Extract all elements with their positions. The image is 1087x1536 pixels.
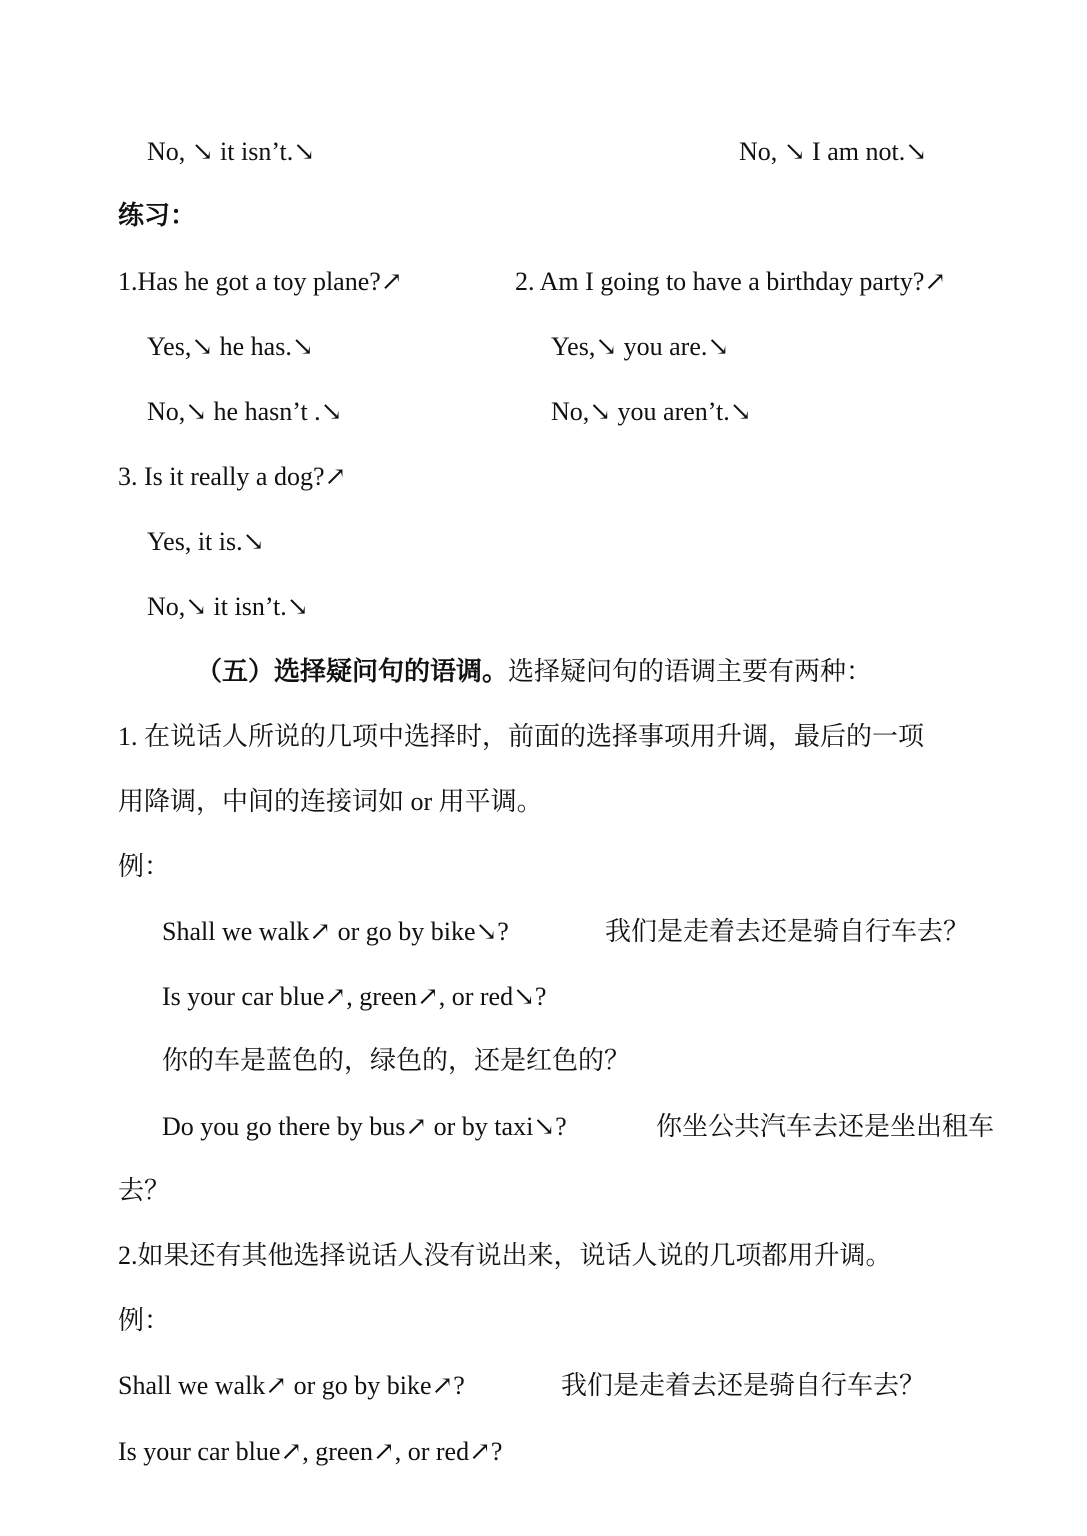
section-5-title-bold: （五）选择疑问句的语调。 — [196, 657, 509, 686]
section-5-title — [196, 656, 872, 688]
top-answer-right: No, ↘ I am not.↘ — [739, 137, 927, 166]
example-1-english: Shall we walk↗ or go by bike↘? — [162, 917, 509, 946]
practice-q2-yes: Yes,↘ you are.↘ — [551, 332, 730, 361]
practice-q3-yes: Yes, it is.↘ — [147, 527, 265, 556]
practice-q2-no: No,↘ you aren’t.↘ — [551, 397, 752, 426]
practice-q1: 1.Has he got a toy plane?↗ — [118, 267, 403, 296]
rule-1-line-1: 1. 在说话人所说的几项中选择时，前面的选择事项用升调，最后的一项 — [118, 722, 925, 751]
top-answer-left: No, ↘ it isn’t.↘ — [147, 137, 316, 166]
practice-q3-no: No,↘ it isn’t.↘ — [147, 592, 309, 621]
example-3-chinese-line-2: 去？ — [118, 1176, 171, 1205]
example-label-2: 例： — [118, 1306, 171, 1335]
example-2-chinese: 你的车是蓝色的，绿色的，还是红色的？ — [162, 1046, 631, 1075]
example-1-chinese: 我们是走着去还是骑自行车去？ — [605, 917, 970, 946]
example-label-1: 例： — [118, 852, 171, 881]
section-5-title-rest: 选择疑问句的语调主要有两种： — [508, 657, 873, 686]
example-2-english: Is your car blue↗, green↗, or red↘? — [162, 982, 547, 1011]
practice-q3: 3. Is it really a dog?↗ — [118, 462, 347, 491]
example-5-english: Is your car blue↗, green↗, or red↗? — [118, 1437, 503, 1466]
practice-q2: 2. Am I going to have a birthday party?↗ — [515, 267, 947, 296]
practice-q1-yes: Yes,↘ he has.↘ — [147, 332, 314, 361]
rule-2: 2.如果还有其他选择说话人没有说出来，说话人说的几项都用升调。 — [118, 1241, 892, 1270]
example-3-english: Do you go there by bus↗ or by taxi↘? — [162, 1112, 567, 1141]
rule-1-line-2: 用降调，中间的连接词如 or 用平调。 — [118, 787, 543, 816]
example-3-chinese-line-1: 你坐公共汽车去还是坐出租车 — [656, 1112, 995, 1141]
practice-heading: 练习： — [118, 201, 197, 230]
example-4-chinese: 我们是走着去还是骑自行车去？ — [561, 1371, 926, 1400]
example-4-english: Shall we walk↗ or go by bike↗? — [118, 1371, 465, 1400]
practice-q1-no: No,↘ he hasn’t .↘ — [147, 397, 343, 426]
